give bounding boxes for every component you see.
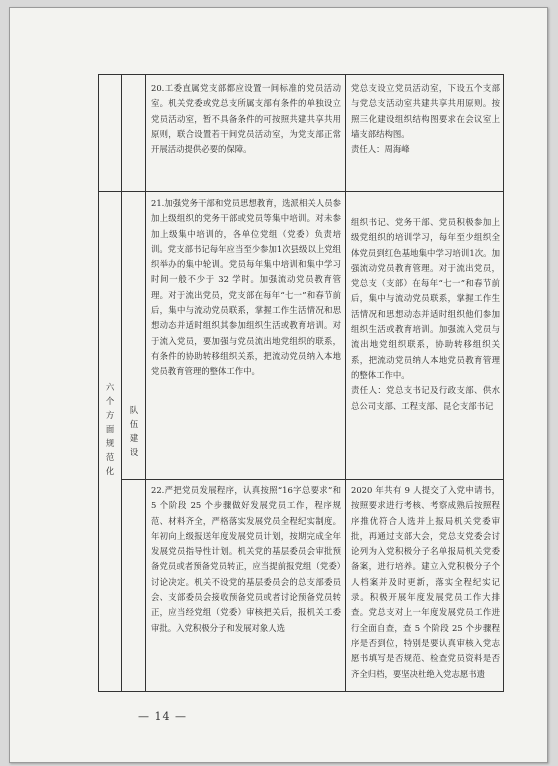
page-number: — 14 —: [138, 710, 187, 723]
column-divider: [121, 75, 122, 691]
column-divider: [145, 75, 146, 691]
document-page: [9, 7, 548, 763]
measure-cell-22: 2020 年共有 9 人提交了入党申请书，按照要求进行考核、考察成熟后按照程序推优符合人选并上报局机关党委审批，再通过支部大会，党总支党委会讨论列为入党积极分子名单报局机关党委备案，进行培养。建立入党积极分子个人档案并及时更新，落实全程纪实记录。积极开展年度发展党员工作大排查。党总支对上一年度发展党员工作进行全面自查，查 5 个阶段 25 个步骤程序是否到位，特别是要认真审核入党志愿书填写是否规范、检查党员资料是否齐全归档，要坚决杜绝入党志愿书遗: [351, 485, 500, 679]
requirement-cell-22: 22.严把党员发展程序，认真按照“16字总要求”和 5 个阶段 25 个步骤做好发展党员工作，程序规范、材料齐全，严格落实发展党员全程纪实制度。年初向上级报送年度发展党员计划，按期完成全年发展党员指导性计划。机关党的基层委员会审批预备党员或者预备党员转正，应当提前报党组（党委）讨论决定。机关不设党的基层委员会的总支部委员会、支部委员会接收预备党员或者讨论预备党员转正，应当经党组（党委）审核把关后，报机关工委审批。入党积极分子和发展对象人选: [151, 485, 344, 633]
column-divider: [345, 75, 346, 691]
table-category-cell: 六个方面规范化: [105, 382, 115, 476]
row-divider: [99, 191, 503, 192]
table-subcategory-cell: 队伍建设: [129, 405, 139, 457]
measure-cell-20: 党总支设立党员活动室，下设五个支部与党总支活动室共建共享共用原则。按照三化建设组织结构图要求在会议室上墙支部结构图。 责任人：周海峰: [351, 83, 500, 155]
row-divider: [121, 479, 503, 480]
requirement-cell-20: 20.工委直属党支部都应设置一间标准的党员活动室。机关党委或党总支所属支部有条件的单独设立党员活动室，暂不具备条件的可按照共建共享共用原则，联合设置若干间党员活动室，为党支部正常开展活动提供必要的保障。: [151, 83, 341, 155]
policy-table: [98, 74, 504, 692]
measure-cell-21: 组织书记、党务干部、党员积极参加上级党组织的培训学习，每年至少组织全体党员到红色基地集中学习培训1次。加强流动党员教育管理。对于流出党员，党总支（支部）在每年“七一”和春节前后，集中与流动党员联系，掌握工作生活情况和思想动态并适时组织他们参加组织生活或教育培训。加强流入党员与流出地党组织联系，协助转移组织关系，把流动党员纳人本地党员教育管理的整体工作中。 责任人：党总支书记及行政支部、供水总公司支部、工程支部、昆仑支部书记: [351, 217, 500, 411]
requirement-cell-21: 21.加强党务干部和党员思想教育，选派相关人员参加上级组织的党务干部或党员等集中培训。对未参加上级集中培训的，各单位党组（党委）负责培训。党支部书记每年应当至少参加1次县级以上党组织举办的集中轮训。党员每年集中培训和集中学习时间一般不少于 32 学时。加强流动党员教育管理。对于流出党员，党支部在每年“七一”和春节前后，集中与流动党员联系，掌握工作生活情况和思想动态并适时组织其参加组织生活或教育培训。对于流入党员，要加强与党员流出地党组织的联系，有条件的协助转移组织关系，把流动党员纳入本地党员教育管理的整体工作中。: [151, 198, 341, 377]
